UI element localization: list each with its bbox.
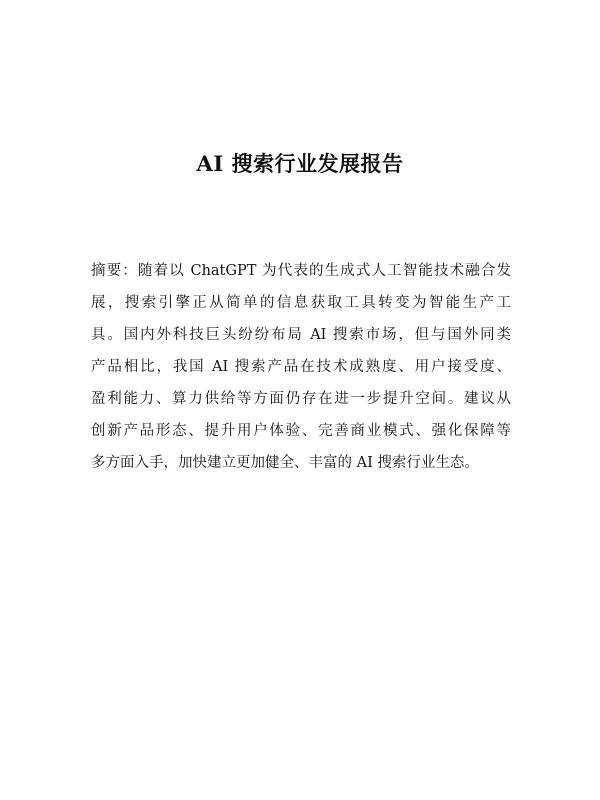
abstract-line: 产品相比，我国 AI 搜索产品在技术成熟度、用户接受度、: [91, 359, 511, 375]
document-title: AI 搜索行业发展报告: [196, 151, 404, 176]
abstract-line: 盈利能力、算力供给等方面仍存在进一步提升空间。建议从: [91, 391, 511, 407]
abstract-line: 具。国内外科技巨头纷纷布局 AI 搜索市场，但与国外同类: [91, 327, 511, 343]
abstract-paragraph: [91, 255, 511, 479]
abstract-line: 多方面入手，加快建立更加健全、丰富的 AI 搜索行业生态。: [91, 455, 479, 471]
abstract-line: 摘要：随着以 ChatGPT 为代表的生成式人工智能技术融合发: [91, 263, 511, 279]
abstract-line: 展，搜索引擎正从简单的信息获取工具转变为智能生产工: [91, 295, 511, 311]
abstract-line: 创新产品形态、提升用户体验、完善商业模式、强化保障等: [91, 423, 511, 439]
